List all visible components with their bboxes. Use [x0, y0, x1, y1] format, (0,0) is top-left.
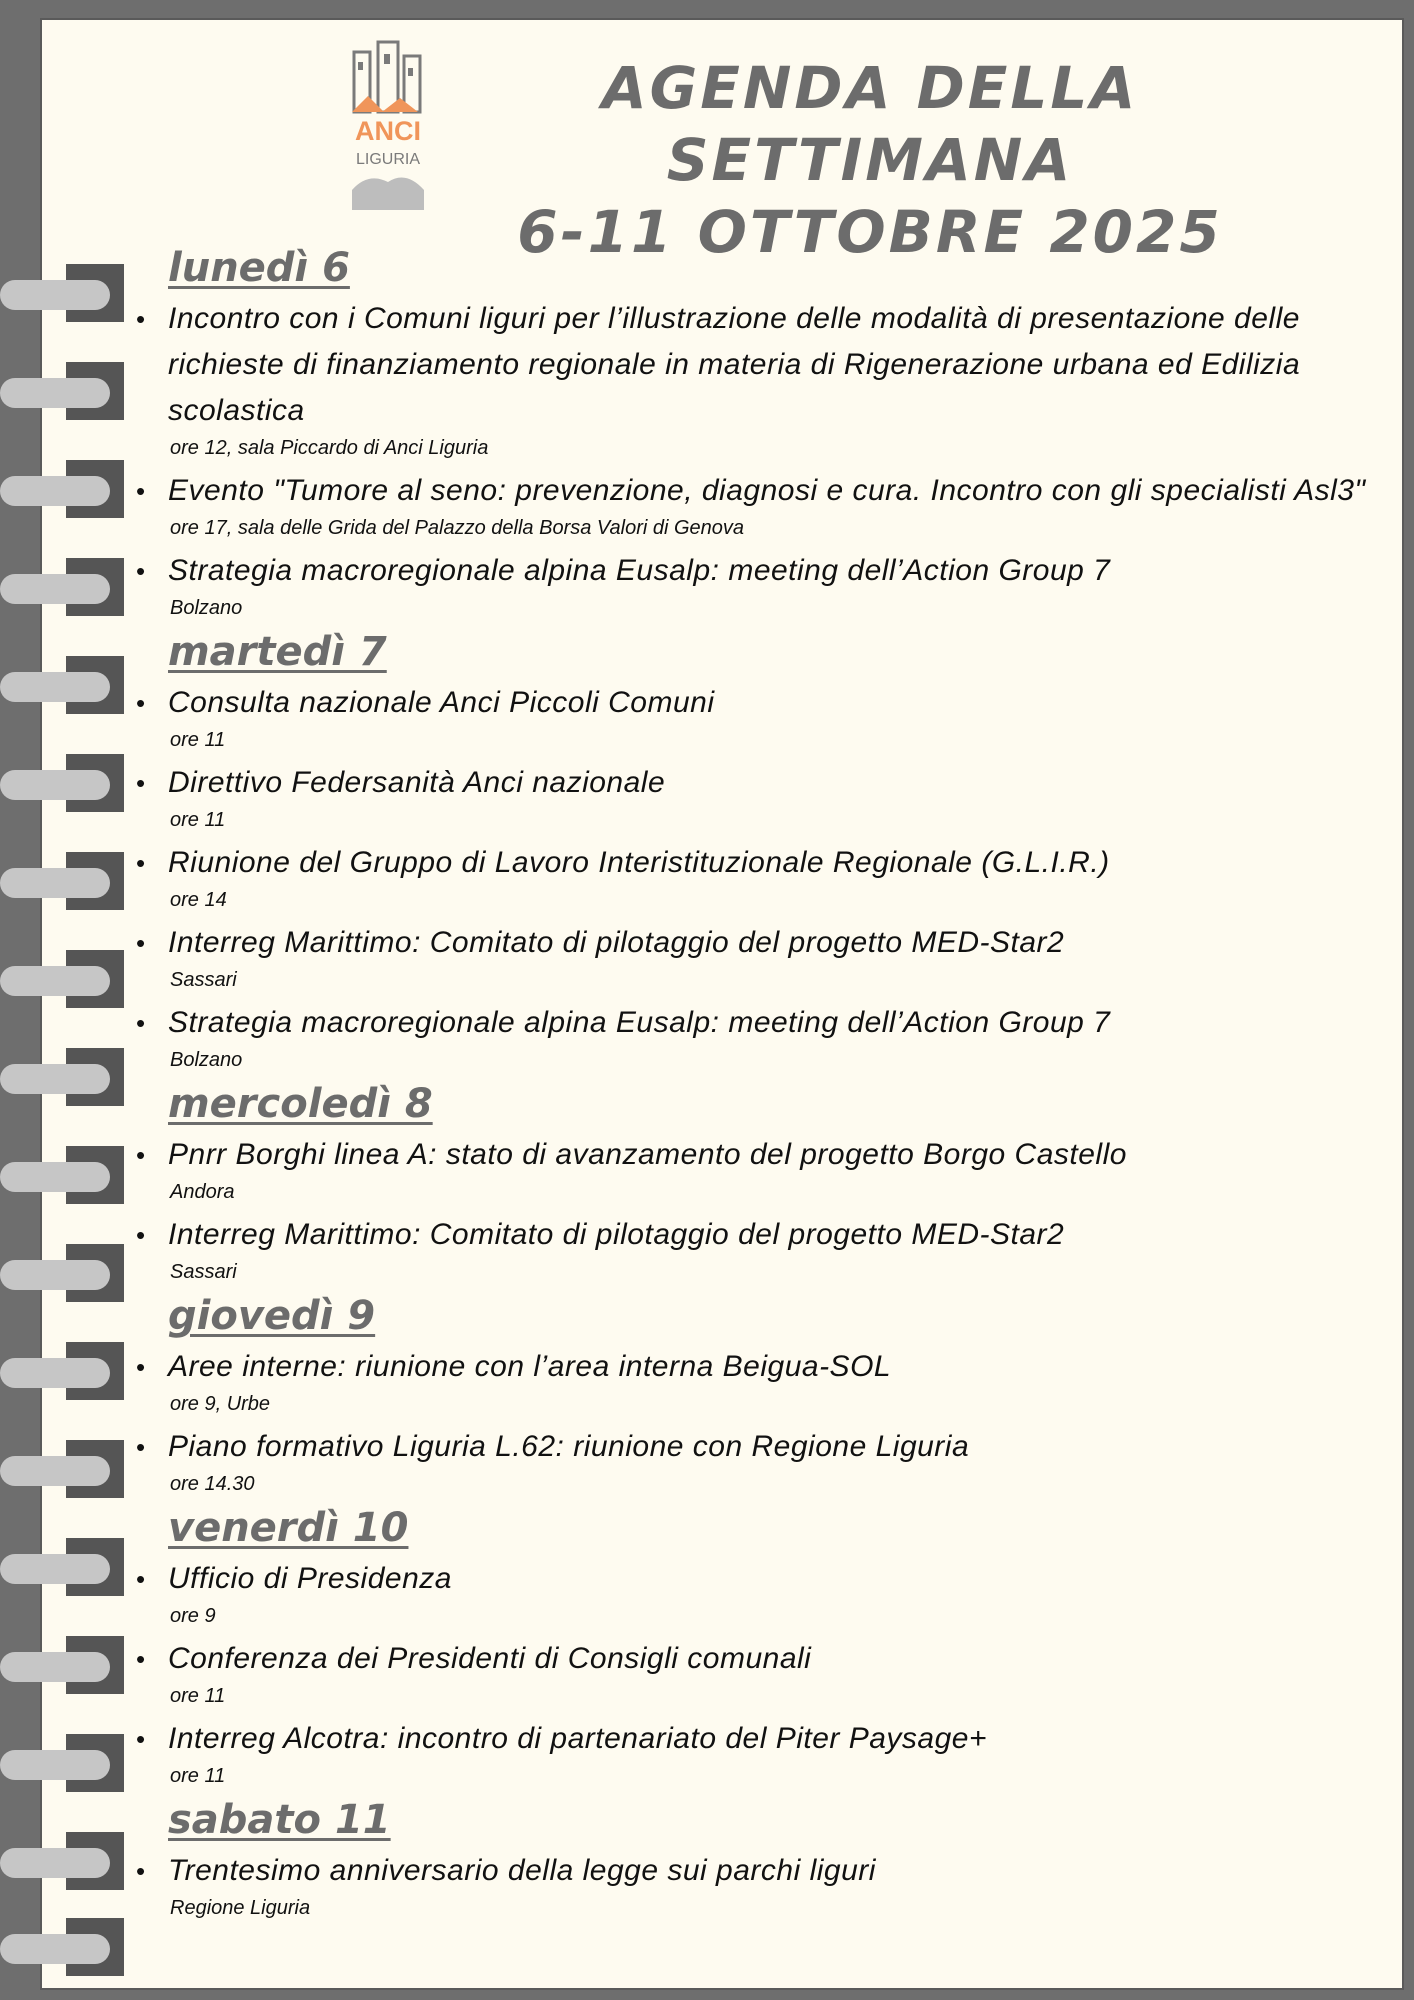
binding-wire: [0, 1554, 110, 1584]
binding-ring: [0, 1342, 130, 1402]
event-detail: ore 17, sala delle Grida del Palazzo della Borsa Valori di Genova: [170, 517, 745, 539]
event-title: • Conferenza dei Presidenti di Consigli comunali: [168, 1642, 812, 1675]
binding-wire: [0, 770, 110, 800]
day-heading: mercoledì 8: [168, 1081, 433, 1127]
binding-wire: [0, 1934, 110, 1964]
binding-ring: [0, 558, 130, 618]
event-list: [130, 680, 1400, 1074]
binding-wire: [0, 1358, 110, 1388]
binding-wire: [0, 1064, 110, 1094]
binding-ring: [0, 1244, 130, 1304]
logo-text-anci: ANCI: [355, 116, 421, 146]
agenda-content: [130, 244, 1400, 1928]
binding-ring: [0, 1048, 130, 1108]
event-title: • Piano formativo Liguria L.62: riunione con Regione Liguria: [168, 1430, 970, 1463]
event-item: [130, 548, 1400, 622]
event-detail: ore 9: [170, 1605, 216, 1627]
binding-ring: [0, 1734, 130, 1794]
event-detail: Sassari: [170, 1261, 237, 1283]
event-list: [130, 1848, 1400, 1922]
binding-wire: [0, 1260, 110, 1290]
event-detail: ore 9, Urbe: [170, 1393, 271, 1415]
anci-liguria-logo: [348, 40, 428, 216]
title-line-2: 6-11 OTTOBRE 2025: [517, 198, 1223, 266]
binding-ring: [0, 264, 130, 324]
event-item: [130, 468, 1400, 542]
event-item: [130, 1424, 1400, 1498]
event-detail: Regione Liguria: [170, 1897, 311, 1919]
event-detail: ore 14: [170, 889, 227, 911]
event-title: • Trentesimo anniversario della legge sui parchi liguri: [168, 1854, 876, 1887]
event-detail: ore 11: [170, 1685, 226, 1707]
binding-wire: [0, 966, 110, 996]
event-title: • Consulta nazionale Anci Piccoli Comuni: [168, 686, 715, 719]
binding-wire: [0, 574, 110, 604]
day-heading: sabato 11: [168, 1797, 391, 1843]
event-detail: Bolzano: [170, 1049, 243, 1071]
binding-ring: [0, 950, 130, 1010]
event-title: • Strategia macroregionale alpina Eusalp: meeting dell’Action Group 7: [168, 554, 1111, 587]
event-detail: ore 11: [170, 809, 226, 831]
binding-ring: [0, 460, 130, 520]
event-list: [130, 1556, 1400, 1790]
event-detail: Andora: [170, 1181, 235, 1203]
event-title: • Interreg Marittimo: Comitato di pilotaggio del progetto MED-Star2: [168, 926, 1065, 959]
event-title: • Incontro con i Comuni liguri per l’illustrazione delle modalità di presentazione delle richieste di finanziamento regionale in materia di Rigenerazione urbana ed Edilizia scolastica: [168, 302, 1301, 427]
binding-ring: [0, 852, 130, 912]
binding-ring: [0, 754, 130, 814]
event-title: • Direttivo Federsanità Anci nazionale: [168, 766, 666, 799]
event-list: [130, 1344, 1400, 1498]
event-detail: ore 14.30: [170, 1473, 255, 1495]
binding-ring: [0, 1636, 130, 1696]
day-heading: lunedì 6: [168, 245, 350, 291]
binding-ring: [0, 362, 130, 422]
event-item: [130, 1132, 1400, 1206]
event-item: [130, 680, 1400, 754]
event-title: • Pnrr Borghi linea A: stato di avanzamento del progetto Borgo Castello: [168, 1138, 1127, 1171]
binding-wire: [0, 280, 110, 310]
event-detail: Sassari: [170, 969, 237, 991]
logo-text-liguria: LIGURIA: [355, 151, 421, 168]
event-title: • Ufficio di Presidenza: [168, 1562, 452, 1595]
binding-ring: [0, 1918, 130, 1978]
event-item: [130, 760, 1400, 834]
binding-ring: [0, 1146, 130, 1206]
event-list: [130, 1132, 1400, 1286]
event-title: • Evento "Tumore al seno: prevenzione, diagnosi e cura. Incontro con gli specialisti Asl3": [168, 474, 1366, 507]
event-title: • Interreg Alcotra: incontro di partenariato del Piter Paysage+: [168, 1722, 987, 1755]
event-item: [130, 1636, 1400, 1710]
event-title: • Aree interne: riunione con l’area interna Beigua-SOL: [168, 1350, 892, 1383]
binding-ring: [0, 1538, 130, 1598]
binding-wire: [0, 476, 110, 506]
event-detail: ore 12, sala Piccardo di Anci Liguria: [170, 437, 489, 459]
day-heading: martedì 7: [168, 629, 387, 675]
binding-wire: [0, 1456, 110, 1486]
binding-wire: [0, 1848, 110, 1878]
binding-ring: [0, 656, 130, 716]
header: [340, 36, 1360, 266]
spiral-binding: [0, 0, 130, 2000]
event-item: [130, 840, 1400, 914]
event-item: [130, 1556, 1400, 1630]
binding-ring: [0, 1440, 130, 1500]
event-item: [130, 1848, 1400, 1922]
event-title: • Interreg Marittimo: Comitato di pilotaggio del progetto MED-Star2: [168, 1218, 1065, 1251]
event-item: [130, 296, 1400, 462]
day-heading: giovedì 9: [168, 1293, 376, 1339]
event-detail: Bolzano: [170, 597, 243, 619]
event-title: • Strategia macroregionale alpina Eusalp: meeting dell’Action Group 7: [168, 1006, 1111, 1039]
binding-wire: [0, 868, 110, 898]
binding-wire: [0, 1162, 110, 1192]
event-detail: ore 11: [170, 1765, 226, 1787]
event-item: [130, 920, 1400, 994]
event-item: [130, 1000, 1400, 1074]
event-list: [130, 296, 1400, 622]
day-heading: venerdì 10: [168, 1505, 409, 1551]
event-item: [130, 1344, 1400, 1418]
title-line-1: AGENDA DELLA SETTIMANA: [601, 54, 1139, 194]
binding-wire: [0, 672, 110, 702]
event-item: [130, 1716, 1400, 1790]
binding-ring: [0, 1832, 130, 1892]
event-detail: ore 11: [170, 729, 226, 751]
binding-wire: [0, 378, 110, 408]
agenda-title: [440, 52, 1300, 268]
event-title: • Riunione del Gruppo di Lavoro Interistituzionale Regionale (G.L.I.R.): [168, 846, 1110, 879]
event-item: [130, 1212, 1400, 1286]
binding-wire: [0, 1750, 110, 1780]
binding-wire: [0, 1652, 110, 1682]
